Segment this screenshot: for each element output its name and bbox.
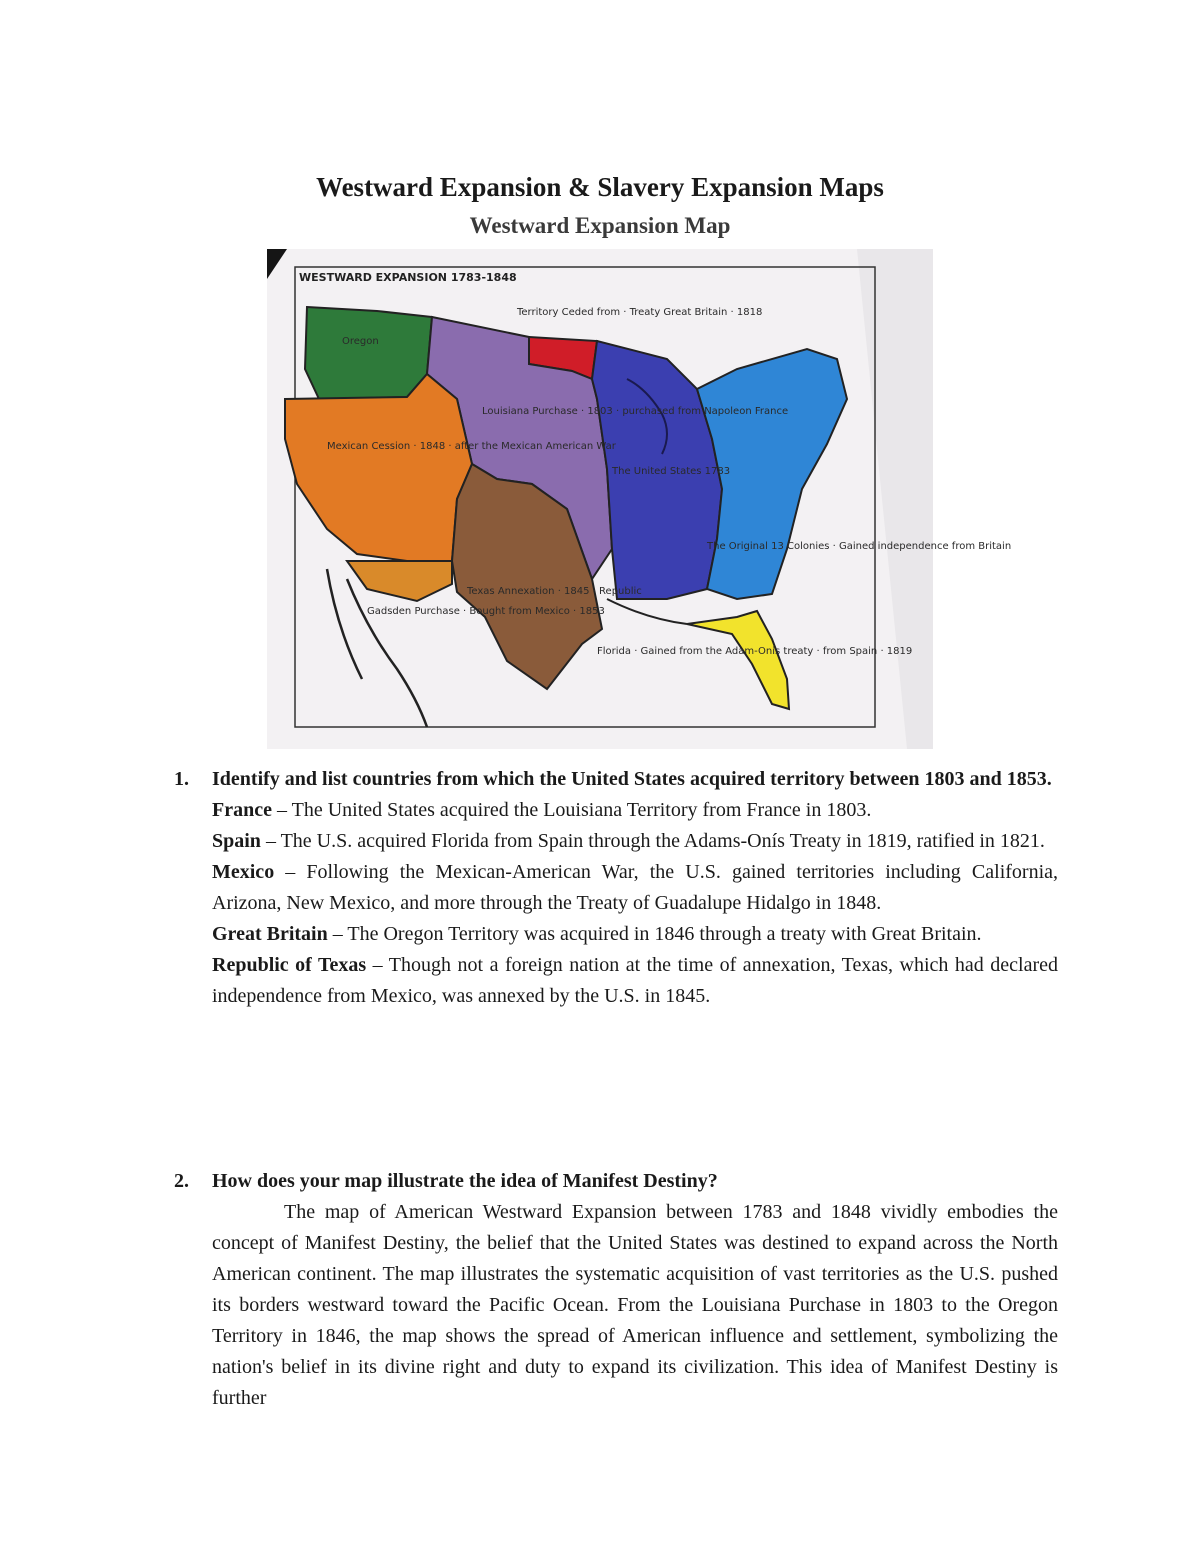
- question-1: [174, 764, 1058, 1012]
- label-florida: Florida · Gained from the Adam-Onis treaty · from Spain · 1819: [597, 646, 913, 657]
- map-photo: [267, 249, 1012, 749]
- label-oregon: Oregon: [342, 336, 379, 347]
- question-text: How does your map illustrate the idea of Manifest Destiny?: [212, 1170, 718, 1192]
- map-heading: WESTWARD EXPANSION 1783-1848: [299, 271, 517, 284]
- answer-france: [212, 795, 1058, 826]
- westward-expansion-map: [267, 249, 1012, 749]
- answer-mexico: [212, 857, 1058, 919]
- answer-term: France: [212, 799, 272, 821]
- question-number: 2.: [174, 1170, 189, 1192]
- answer-term: Spain: [212, 830, 261, 852]
- answer-term: Great Britain: [212, 923, 328, 945]
- label-texas: Texas Annexation · 1845 · Republic: [467, 586, 642, 597]
- label-louisiana: Louisiana Purchase · 1803 · purchased from Napoleon France: [482, 406, 789, 417]
- answer-spain: [212, 826, 1058, 857]
- label-us-1783: The United States 1783: [612, 466, 731, 477]
- answer-great-britain: [212, 919, 1058, 950]
- region-oregon: [305, 307, 432, 399]
- label-britain-cession: Territory Ceded from · Treaty Great Britain · 1818: [517, 307, 763, 318]
- label-original-13: The Original 13 Colonies · Gained independence from Britain: [707, 541, 1012, 552]
- answer-text: – The Oregon Territory was acquired in 1846 through a treaty with Great Britain.: [327, 923, 982, 945]
- question-text: Identify and list countries from which the United States acquired territory between 1803 and 1853.: [212, 768, 1052, 790]
- answer-term: Mexico: [212, 861, 275, 883]
- answer-term: Republic of Texas: [212, 954, 367, 976]
- question-2: [174, 1166, 1058, 1414]
- answer-text: – The U.S. acquired Florida from Spain through the Adams-Onís Treaty in 1819, ratified in 1821.: [260, 830, 1045, 852]
- label-mexican-cession: Mexican Cession · 1848 · after the Mexican American War: [327, 441, 616, 452]
- answer-text: – The United States acquired the Louisiana Territory from France in 1803.: [271, 799, 872, 821]
- answer-paragraph: The map of American Westward Expansion between 1783 and 1848 vividly embodies the concept of Manifest Destiny, the belief that the United States was destined to expand across the North American continent. The map illustrates the systematic acquisition of vast territories as the U.S. pushed its borders westward toward the Pacific Ocean. From the Louisiana Purchase in 1803 to the Oregon Territory in 1846, the map shows the spread of American influence and settlement, symbolizing the nation's belief in its divine right and duty to expand its civilization. This idea of Manifest Destiny is further: [212, 1201, 1058, 1409]
- answer-text: – Following the Mexican-American War, the U.S. gained territories including California, Arizona, New Mexico, and more through the Treaty of Guadalupe Hidalgo in 1848.: [212, 861, 1058, 914]
- page-title: Westward Expansion & Slavery Expansion Maps: [316, 172, 884, 202]
- answer-republic-of-texas: [212, 950, 1058, 1012]
- page-subtitle: Westward Expansion Map: [469, 213, 731, 238]
- question-number: 1.: [174, 768, 189, 790]
- answer-text: – Though not a foreign nation at the time of annexation, Texas, which had declared independence from Mexico, was annexed by the U.S. in 1845.: [212, 954, 1058, 1007]
- label-gadsden: Gadsden Purchase · Bought from Mexico · 1853: [367, 606, 605, 617]
